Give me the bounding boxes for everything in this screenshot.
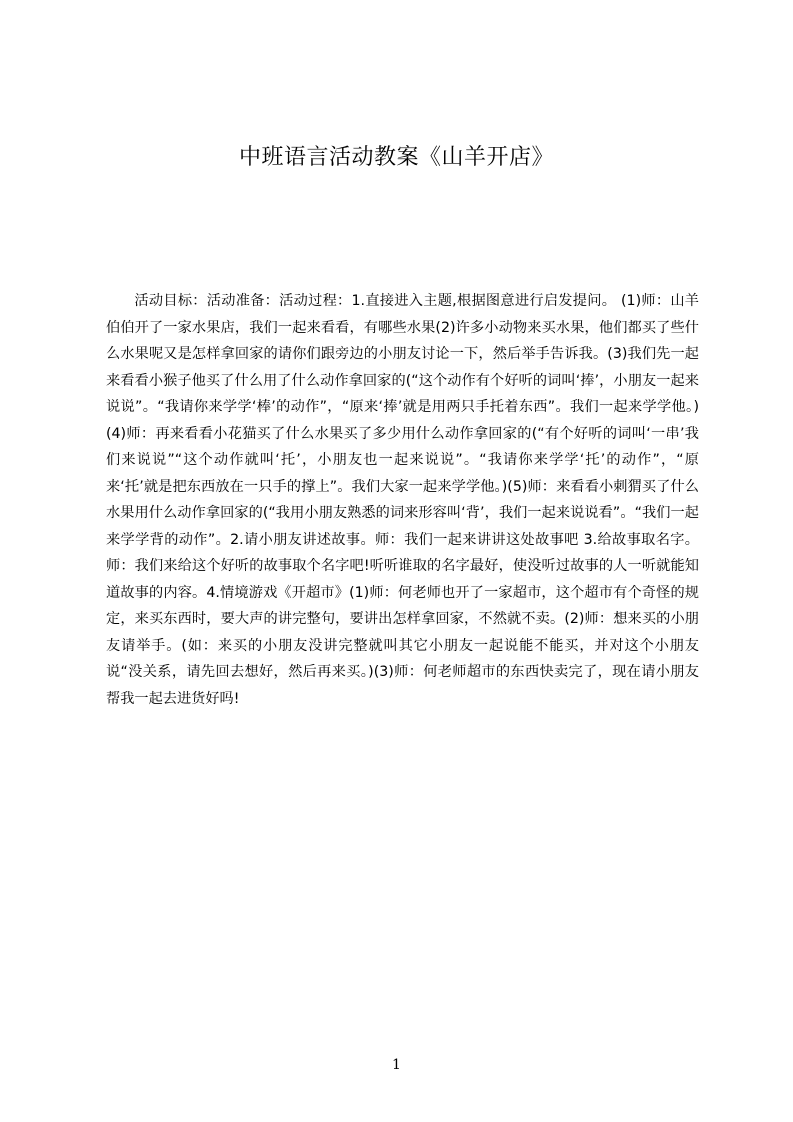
document-body-paragraph: 活动目标：活动准备：活动过程：1.直接进入主题,根据图意进行启发提问。 (1)师：山羊伯伯开了一家水果店，我们一起来看看，有哪些水果(2)许多小动物来买水果，他们都买了些什么水果呢又是怎样拿回家的请你们跟旁边的小朋友讨论一下，然后举手告诉我。(3)我们先一起来看看小猴子他买了什么用了什么动作拿回家的(“这个动作有个好听的词叫‘捧’，小朋友一起来说说”。“我请你来学学‘棒’的动作”，“原来‘捧’就是用两只手托着东西”。我们一起来学学他。)(4)师：再来看看小花猫买了什么水果买了多少用什么动作拿回家的(“有个好听的词叫‘一串’我们来说说”“这个动作就叫‘托’，小朋友也一起来说说”。“我请你来学学‘托’的动作”，“原来‘托’就是把东西放在一只手的撑上”。我们大家一起来学学他。)(5)师：来看看小刺猬买了什么水果用什么动作拿回家的(“我用小朋友熟悉的词来形容叫‘背’，我们一起来说说看”。“我们一起来学学背的动作”。2.请小朋友讲述故事。师：我们一起来讲讲这处故事吧 3.给故事取名字。师：我们来给这个好听的故事取个名字吧!听听谁取的名字最好，使没听过故事的人一听就能知道故事的内容。4.情境游戏《开超市》(1)师：何老师也开了一家超市，这个超市有个奇怪的规定，来买东西时，要大声的讲完整句，要讲出怎样拿回家，不然就不卖。(2)师：想来买的小朋友请举手。(如：来买的小朋友没讲完整就叫其它小朋友一起说能不能买，并对这个小朋友说“没关系，请先回去想好，然后再来买。)(3)师：何老师超市的东西快卖完了，现在请小朋友帮我一起去进货好吗! (106, 293, 699, 707)
page-number: 1 (392, 1057, 401, 1073)
document-title: 中班语言活动教案《山羊开店》 (238, 145, 554, 170)
